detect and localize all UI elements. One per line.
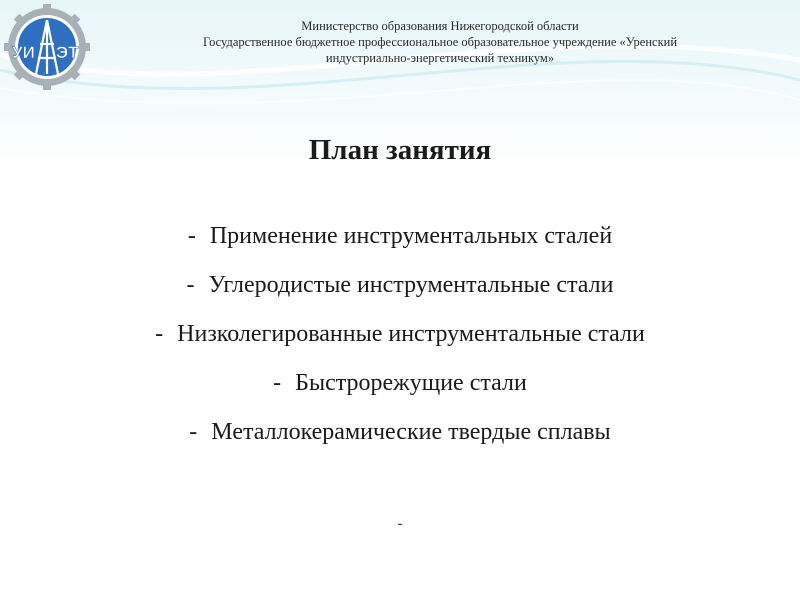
list-bullet: - <box>189 419 198 445</box>
trailing-dash: - <box>397 515 403 532</box>
list-item-text: Углеродистые инструментальные стали <box>208 272 614 298</box>
list-item-text: Применение инструментальных сталей <box>209 223 613 249</box>
list-item <box>0 410 800 459</box>
page-title: План занятия <box>308 134 492 166</box>
list-bullet: - <box>273 370 282 396</box>
list-item <box>0 263 800 312</box>
header-line-institution-cont: индустриально-энергетический техникум» <box>325 51 555 65</box>
list-item-text: Быстрорежущие стали <box>295 370 527 396</box>
list-bullet: - <box>187 223 196 249</box>
list-item <box>0 312 800 361</box>
logo-text-right: ЭТ <box>56 43 79 62</box>
list-item <box>0 361 800 410</box>
list-item <box>0 214 800 263</box>
list-item-text: Низколегированные инструментальные стали <box>177 321 645 347</box>
list-bullet: - <box>186 272 195 298</box>
lesson-plan-list <box>0 214 800 459</box>
logo-text-left: УИ <box>12 43 35 62</box>
list-bullet: - <box>155 321 164 347</box>
header-line-ministry: Министерство образования Нижегородской области <box>301 19 579 33</box>
list-item-text: Металлокерамические твердые сплавы <box>211 419 611 445</box>
institution-header <box>95 18 785 66</box>
logo <box>4 4 90 90</box>
header-line-institution: Государственное бюджетное профессиональное образовательное учреждение «Уренский <box>202 35 678 49</box>
